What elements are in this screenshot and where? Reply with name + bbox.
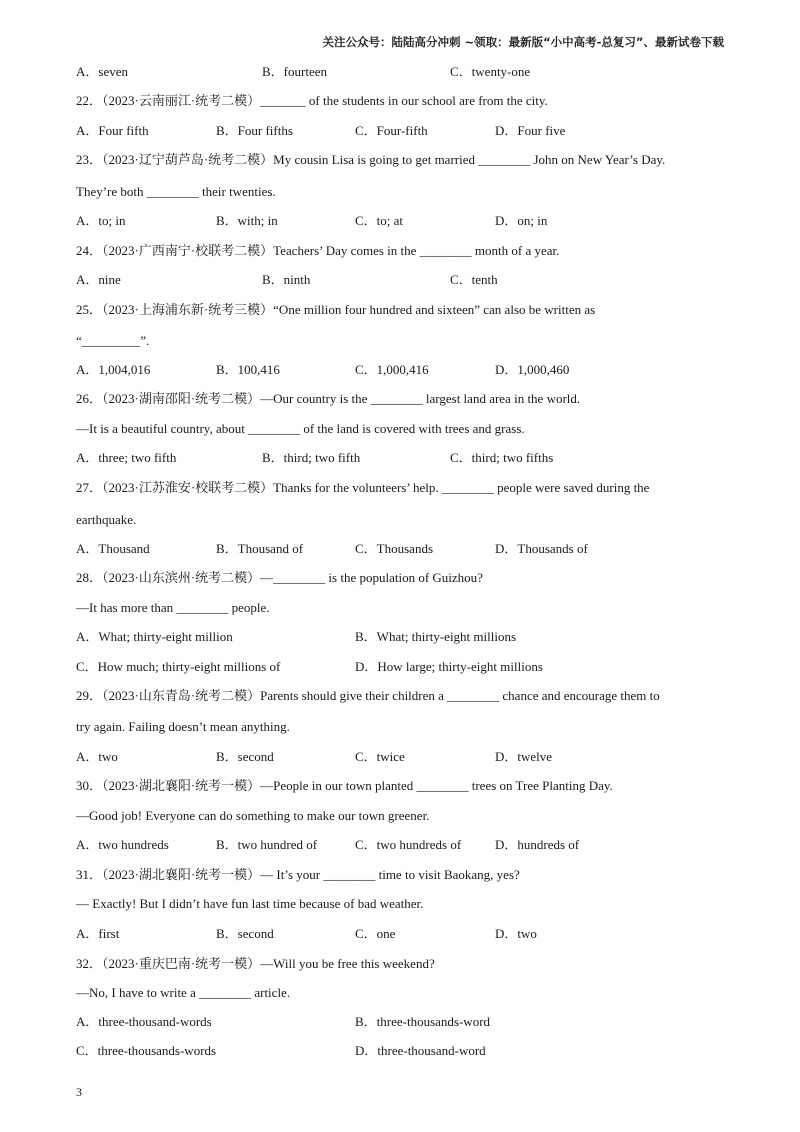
q21-option-a[interactable]: A．seven (76, 64, 128, 79)
q22-option-b[interactable]: B．Four fifths (216, 123, 293, 138)
q29-option-a[interactable]: A．two (76, 749, 118, 764)
q29-option-b[interactable]: B．second (216, 749, 274, 764)
q32-option-c[interactable]: C．three-thousands-words (76, 1043, 217, 1058)
q21-option-c[interactable]: C．twenty-one (450, 64, 531, 79)
q23-stem: 23．（2023·辽宁葫芦岛·统考二模）My cousin Lisa is going to get married ________ John on New Year’s Day. (76, 152, 666, 167)
q32-option-d[interactable]: D．three-thousand-word (355, 1043, 486, 1058)
q22-option-c[interactable]: C．Four-fifth (355, 123, 428, 138)
q30-option-d[interactable]: D．hundreds of (495, 837, 580, 852)
page-number: 3 (76, 1085, 82, 1099)
q26-option-a[interactable]: A．three; two fifth (76, 450, 177, 465)
q30-stem: 30．（2023·湖北襄阳·统考一模）—People in our town planted ________ trees on Tree Planting Day. (76, 778, 613, 793)
q29-stem: 29．（2023·山东青岛·统考二模）Parents should give their children a ________ chance and encourage them to (76, 688, 660, 703)
q28-option-d[interactable]: D．How large; thirty-eight millions (355, 659, 543, 674)
q31-option-d[interactable]: D．two (495, 926, 537, 941)
q29-option-d[interactable]: D．twelve (495, 749, 553, 764)
q23-option-d[interactable]: D．on; in (495, 213, 548, 228)
q29-option-c[interactable]: C．twice (355, 749, 405, 764)
q32-stem: 32．（2023·重庆巴南·统考一模）—Will you be free this weekend? (76, 956, 435, 971)
q28-stem-cont: —It has more than ________ people. (76, 600, 270, 615)
q31-option-a[interactable]: A．first (76, 926, 120, 941)
q30-stem-cont: —Good job! Everyone can do something to make our town greener. (76, 808, 430, 823)
page-header: 关注公众号：陆陆高分冲刺 ~领取：最新版“小中高考-总复习”、最新试卷下载 (322, 35, 724, 49)
q30-option-a[interactable]: A．two hundreds (76, 837, 169, 852)
q27-stem-cont: earthquake. (76, 512, 137, 527)
q21-option-b[interactable]: B．fourteen (262, 64, 327, 79)
q31-stem-cont: — Exactly! But I didn’t have fun last time because of bad weather. (76, 896, 424, 911)
q26-option-b[interactable]: B．third; two fifth (262, 450, 361, 465)
q24-option-a[interactable]: A．nine (76, 272, 121, 287)
q26-stem: 26．（2023·湖南邵阳·统考二模）—Our country is the ________ largest land area in the world. (76, 391, 581, 406)
q32-option-a[interactable]: A．three-thousand-words (76, 1014, 212, 1029)
q32-stem-cont: —No, I have to write a ________ article. (76, 985, 291, 1000)
q28-option-c[interactable]: C．How much; thirty-eight millions of (76, 659, 281, 674)
q28-stem: 28．（2023·山东滨州·统考二模）—________ is the population of Guizhou? (76, 570, 483, 585)
q22-option-a[interactable]: A．Four fifth (76, 123, 149, 138)
q27-option-b[interactable]: B．Thousand of (216, 541, 304, 556)
q24-option-c[interactable]: C．tenth (450, 272, 498, 287)
q31-stem: 31．（2023·湖北襄阳·统考一模）— It’s your ________ time to visit Baokang, yes? (76, 867, 520, 882)
q25-option-c[interactable]: C．1,000,416 (355, 362, 429, 377)
q23-option-a[interactable]: A．to; in (76, 213, 126, 228)
q26-stem-cont: —It is a beautiful country, about ________ of the land is covered with trees and grass. (76, 421, 525, 436)
q24-option-b[interactable]: B．ninth (262, 272, 311, 287)
q26-option-c[interactable]: C．third; two fifths (450, 450, 554, 465)
q27-option-a[interactable]: A．Thousand (76, 541, 150, 556)
q23-option-b[interactable]: B．with; in (216, 213, 278, 228)
q23-stem-cont: They’re both ________ their twenties. (76, 184, 276, 199)
q30-option-b[interactable]: B．two hundred of (216, 837, 318, 852)
q24-stem: 24．（2023·广西南宁·校联考二模）Teachers’ Day comes in the ________ month of a year. (76, 243, 560, 258)
q22-stem: 22．（2023·云南丽江·统考二模）_______ of the students in our school are from the city. (76, 93, 548, 108)
q32-option-b[interactable]: B．three-thousands-word (355, 1014, 491, 1029)
q25-option-a[interactable]: A．1,004,016 (76, 362, 151, 377)
q27-option-d[interactable]: D．Thousands of (495, 541, 588, 556)
q28-option-a[interactable]: A．What; thirty-eight million (76, 629, 233, 644)
q31-option-c[interactable]: C．one (355, 926, 396, 941)
q25-option-d[interactable]: D．1,000,460 (495, 362, 570, 377)
q29-stem-cont: try again. Failing doesn’t mean anything. (76, 719, 290, 734)
q25-stem-cont: “_________”. (76, 333, 150, 348)
q23-option-c[interactable]: C．to; at (355, 213, 404, 228)
q30-option-c[interactable]: C．two hundreds of (355, 837, 462, 852)
q27-option-c[interactable]: C．Thousands (355, 541, 434, 556)
q31-option-b[interactable]: B．second (216, 926, 274, 941)
q27-stem: 27．（2023·江苏淮安·校联考二模）Thanks for the volunteers’ help. ________ people were saved during the (76, 480, 650, 495)
q28-option-b[interactable]: B．What; thirty-eight millions (355, 629, 517, 644)
q25-stem: 25．（2023·上海浦东新·统考三模）“One million four hundred and sixteen” can also be written as (76, 302, 596, 317)
q22-option-d[interactable]: D．Four five (495, 123, 566, 138)
q25-option-b[interactable]: B．100,416 (216, 362, 280, 377)
